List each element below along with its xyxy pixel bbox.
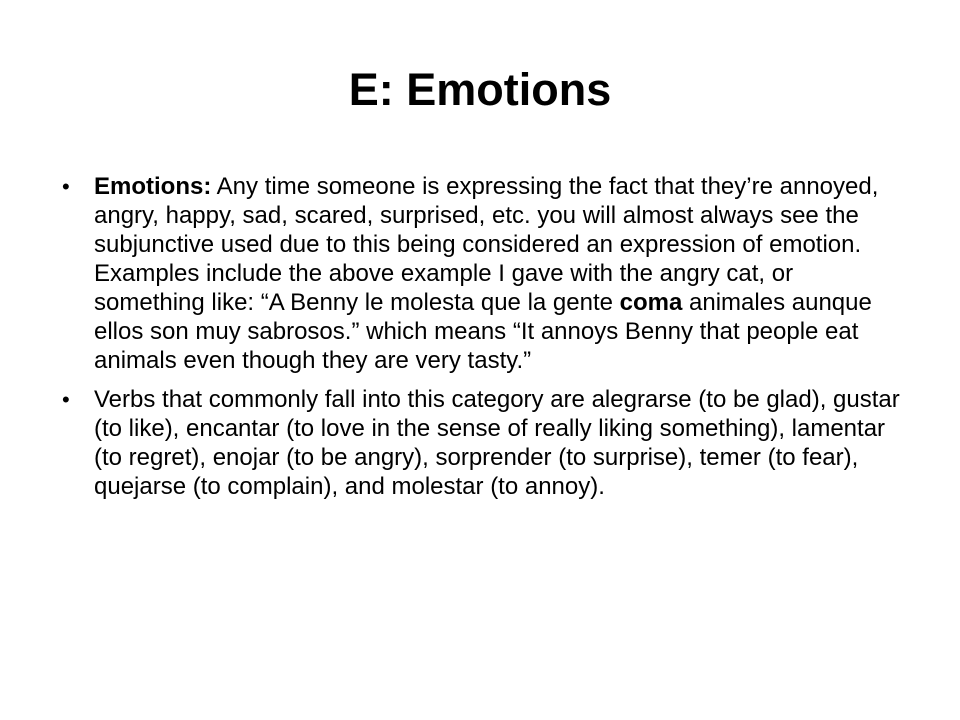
bullet-text: animales aunque ellos son muy sabrosos.” which means “It annoys Benny that people eat animals even though they are very tasty.” [94,289,872,374]
slide-title: E: Emotions [348,64,612,115]
bullet-icon: • [62,174,70,199]
term-label: Emotions: [94,173,212,200]
bullet-item-verbs [60,385,910,501]
emphasized-word: coma [619,289,683,316]
bullet-item-emotions [60,172,910,375]
bullet-icon: • [62,387,70,412]
bullet-list [60,172,910,511]
bullet-text: Verbs that commonly fall into this category are alegrarse (to be glad), gustar (to like), encantar (to love in the sense of really liking something), lamentar (to regret), enojar (to be angry), sorprender (to surprise), temer (to fear), quejarse (to complain), and molestar (to annoy). [94,386,900,500]
bullet-text: Any time someone is expressing the fact that they’re annoyed, angry, happy, sad, scared, surprised, etc. you will almost always see the subjunctive used due to this being considered an expression of emotion. Examples include the above example I gave with the angry cat, or something like: “A Benny le molesta que la gente [94,173,879,316]
